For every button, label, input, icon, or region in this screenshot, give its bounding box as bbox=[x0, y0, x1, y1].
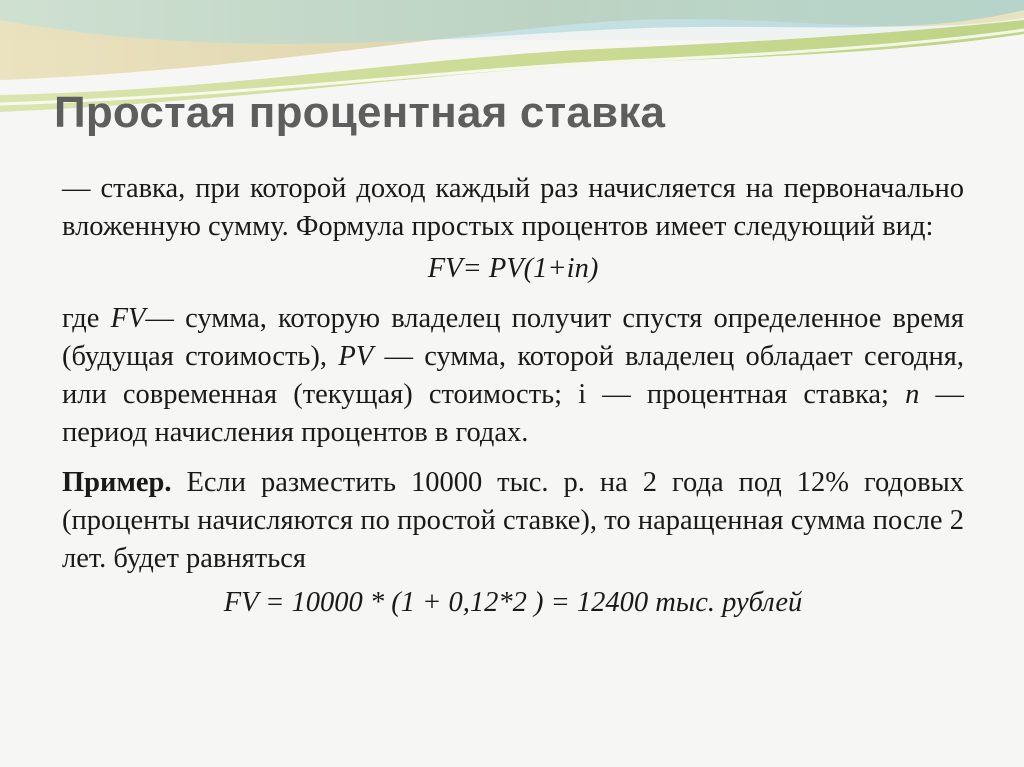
slide-body bbox=[62, 170, 964, 622]
formula-example: FV = 10000 * (1 + 0,12*2 ) = 12400 тыс. рублей bbox=[223, 587, 803, 618]
example-text: Если разместить 10000 тыс. р. на 2 года под 12% годовых (проценты начисляются по простой ставке), то наращенная сумма после 2 лет. будет равняться bbox=[62, 467, 964, 574]
example-paragraph bbox=[62, 464, 964, 578]
example-label: Пример. bbox=[62, 467, 172, 498]
expl-text-1: где bbox=[62, 303, 111, 334]
intro-text: ставка, при которой доход каждый раз начисляется на первоначально вложенную сумму. Формула простых процентов имеет следующий вид: bbox=[62, 173, 965, 242]
var-n: n bbox=[905, 379, 920, 410]
explanation-paragraph bbox=[62, 300, 964, 452]
expl-text-4: — период начисления процентов в годах. bbox=[62, 379, 964, 448]
intro-dash: — bbox=[62, 173, 91, 204]
slide-title: Простая процентная ставка bbox=[54, 88, 666, 137]
expl-text-2: — сумма, которую владелец получит спустя определенное время (будущая стоимость), bbox=[62, 303, 965, 372]
formula-main: FV= PV(1+in) bbox=[427, 253, 599, 284]
var-fv: FV bbox=[110, 303, 146, 334]
intro-paragraph bbox=[62, 170, 964, 246]
expl-text-3: — сумма, которой владелец обладает сегодня, или современная (текущая) стоимость; i — процентная ставка; bbox=[62, 341, 964, 410]
var-pv: PV bbox=[338, 341, 374, 372]
